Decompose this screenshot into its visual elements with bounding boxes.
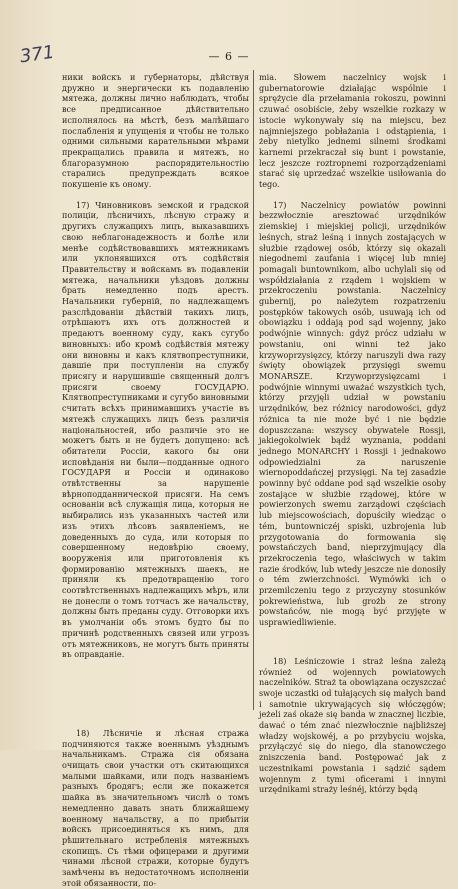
column-gap	[259, 628, 446, 646]
polish-intro-paragraph: mia. Słowem naczelnicy wojsk i gubernatorowie działając wspólnie i sprężycie dla przełamania rokoszu, powinni czuwać osobiście, żeby wszelkie rozkazy w istocie wykonywały się na miejscu, bez najmniejszego pobłażania i odstąpienia, i żeby nietylko jednemi silnemi środkami karnemi przekraczał się bunt i powstanie, lecz jeszcze roztropnemi rozporządzeniami starać się uprzedzać wszelkie usiłowania do tego.	[259, 72, 446, 190]
page-number: — 6 —	[208, 50, 250, 63]
polish-paragraph-18: 18) Leśniczowie i straż leśna zależą również od wojennych powiatowych naczelników. Straż ta obowiązana oczyszczać swoje uczastki od tułających się małych band i samotnie ukrywających się włóczęgów; jeżeli zaś okaże się banda w znacznej liczbie, dawać o tém znać niezwłocznie najbliższej władzy wojskowéj, a po przybyciu wojska, przyłączyć się do niego, dla stanowczego zniszczenia band. Postępować jak z uczestnikami powstania i sądzić sądem wojennym z tymi oficerami i innymi urzędnikami straży leśnéj, którzy będą	[259, 655, 446, 795]
russian-paragraph-18: 18) Лѣсничіе и лѣсная стража подчиняются также военнымъ уѣзднымъ начальникамъ. Стража сія обязана очищать свои участки отъ скитающихся малыми шайками, или подъ названіемъ разныхъ бродягъ; если же покажется шайка въ значительномъ числѣ о томъ немедленно давать знать ближайшему военному начальству, а по прибытіи войскъ присоединяться къ нимъ, для рѣшительнаго истребленія мятежныхъ скопищъ. Съ тѣми офицерами и другими чинами лѣсной стражи, которые будутъ замѣчены въ недостаточномъ исполненіи этой обязанности, по-	[62, 727, 249, 888]
russian-text-column	[62, 72, 249, 889]
polish-paragraph-17: 17) Naczelnicy powiatów powinni bezzwłocznie aresztować urzędników ziemskiej i miejskiej policji, urzędników leśnych, straż leśną i innych zostających w służbie rządowej osób, którzy się okazali niegodnemi zaufania i więcej lub mniej pomagali buntownikom, albo uchylali się od współdziałania z rządem i wojskiem w przekroczeniu powstania. Naczelnicy gubernij, po należytem rozpatrzeniu postępków takowych osób, usuwają ich od obowiązku i oddają pod sąd wojenny, jako podwójnie winnych: gdyż prócz udziału w powstaniu, oni winni też jako krzywoprzysięzcy, którzy naruszyli dwa razy święty obowiązek przysięgi swemu MONARSZE. Krzywoprzysięzcami i podwójnie winnymi uważać wszystkich tych, którzy przyjęli udział w powstaniu urzędników, bez różnicy narodowości, gdyż różnica ta nie może być i nie będzie dopuszczana: wszyscy obywatele Rossji, jakiegokolwiek bądź wyznania, poddani jednego MONARCHY i Rossji i jednakowo odpowiedzialni za naruszenie wiernopoddańczej przysięgi. Na tej zasadzie powinny być oddane pod sąd wszelkie osoby zostające w służbie rządowej, które w powierzonych swemu zarządowi częściach lub miejscowościach, dopuściły wiedząc o tém, buntowniczéj spiski, uzbrojenia lub przygotowania do formowania się powstańczych band, nieprzyjmujący dla przekroczenia tego, właściwych w takim razie środków, lub wtedy jeszcze nie donosiły o tém zwierzchności. Wymówki ich o przemilczeniu tego z przyczyny stosunków pokrewieństwa, lub grożb ze strony powstańców, nie mogą być przyjęte w usprawiedliwienie.	[259, 199, 446, 628]
russian-paragraph-17: 17) Чиновниковъ земской и градской полиціи, лѣсничихъ, лѣсную стражу и другихъ служащихъ лицъ, выказавшихъ свою неблагонадежность и болѣе или менѣе содѣйствовавшихъ мятежникамъ или уклонявшихся отъ содѣйствія Правительству и войскамъ въ подавленіи мятежа, начальники уѣздовъ должны брать немедленно подъ арестъ. Начальники губерній, по надлежащемъ разслѣдованіи дѣйствій такихъ лицъ, отрѣшаютъ ихъ отъ должностей и предаютъ военному суду, какъ сугубо виновныхъ: ибо кромѣ содѣйствія мятежу они виновны и какъ клятвопреступники, давшіе при поступленіи на службу присягу и нарушившіе священный долгъ присяги своему ГОСУДАРЮ. Клятвопреступниками и сугубо виновными считать всѣхъ принимавшихъ участіе въ мятежѣ служащихъ лицъ безъ различія національностей, ибо различіе это не можетъ быть и не будетъ допущено: всѣ обитатели Россіи, какого бы они исповѣданія ни были—подданные одного ГОСУДАРЯ и Россіи и одинаково отвѣтственны за нарушеніе вѣрноподданнической присяги. На семъ основаніи всѣ служащія лица, которыя не выбирались изъ указанныхъ частей или изъ этихъ лѣсовъ заявленіемъ, не доведенныхъ до суда, или которыя по совершенному недовѣрію своему, вооруженія или приготовленія къ формированію мятежныхъ шаекъ, не приняли къ предотвращенію того соотвѣтственныхъ надлежащихъ мѣръ, или не донесли о томъ тотчасъ же начальству, должны быть преданы суду. Отговорки ихъ въ умолчаніи объ этомъ будто бы по причинѣ родственныхъ связей или угрозъ отъ мятежниковъ, не могутъ быть приняты въ оправданіе.	[62, 199, 249, 660]
russian-intro-paragraph: ники войскъ и губернаторы, дѣйствуя дружно и энергически къ подавленію мятежа, должны лично наблюдать, чтобы все предписанное дѣйствительно исполнялось на мѣстѣ, безъ малѣйшаго послабленія и упущенія и чтобы не только одними сильными карательными мѣрами прекращались правила и мятежъ, но благоразумною распорядительностію старались предупреждать всякое покушеніе къ оному.	[62, 72, 249, 190]
handwritten-page-number: 371	[18, 41, 56, 68]
column-divider	[253, 70, 254, 710]
polish-text-column	[259, 72, 446, 795]
column-gap	[62, 660, 249, 718]
